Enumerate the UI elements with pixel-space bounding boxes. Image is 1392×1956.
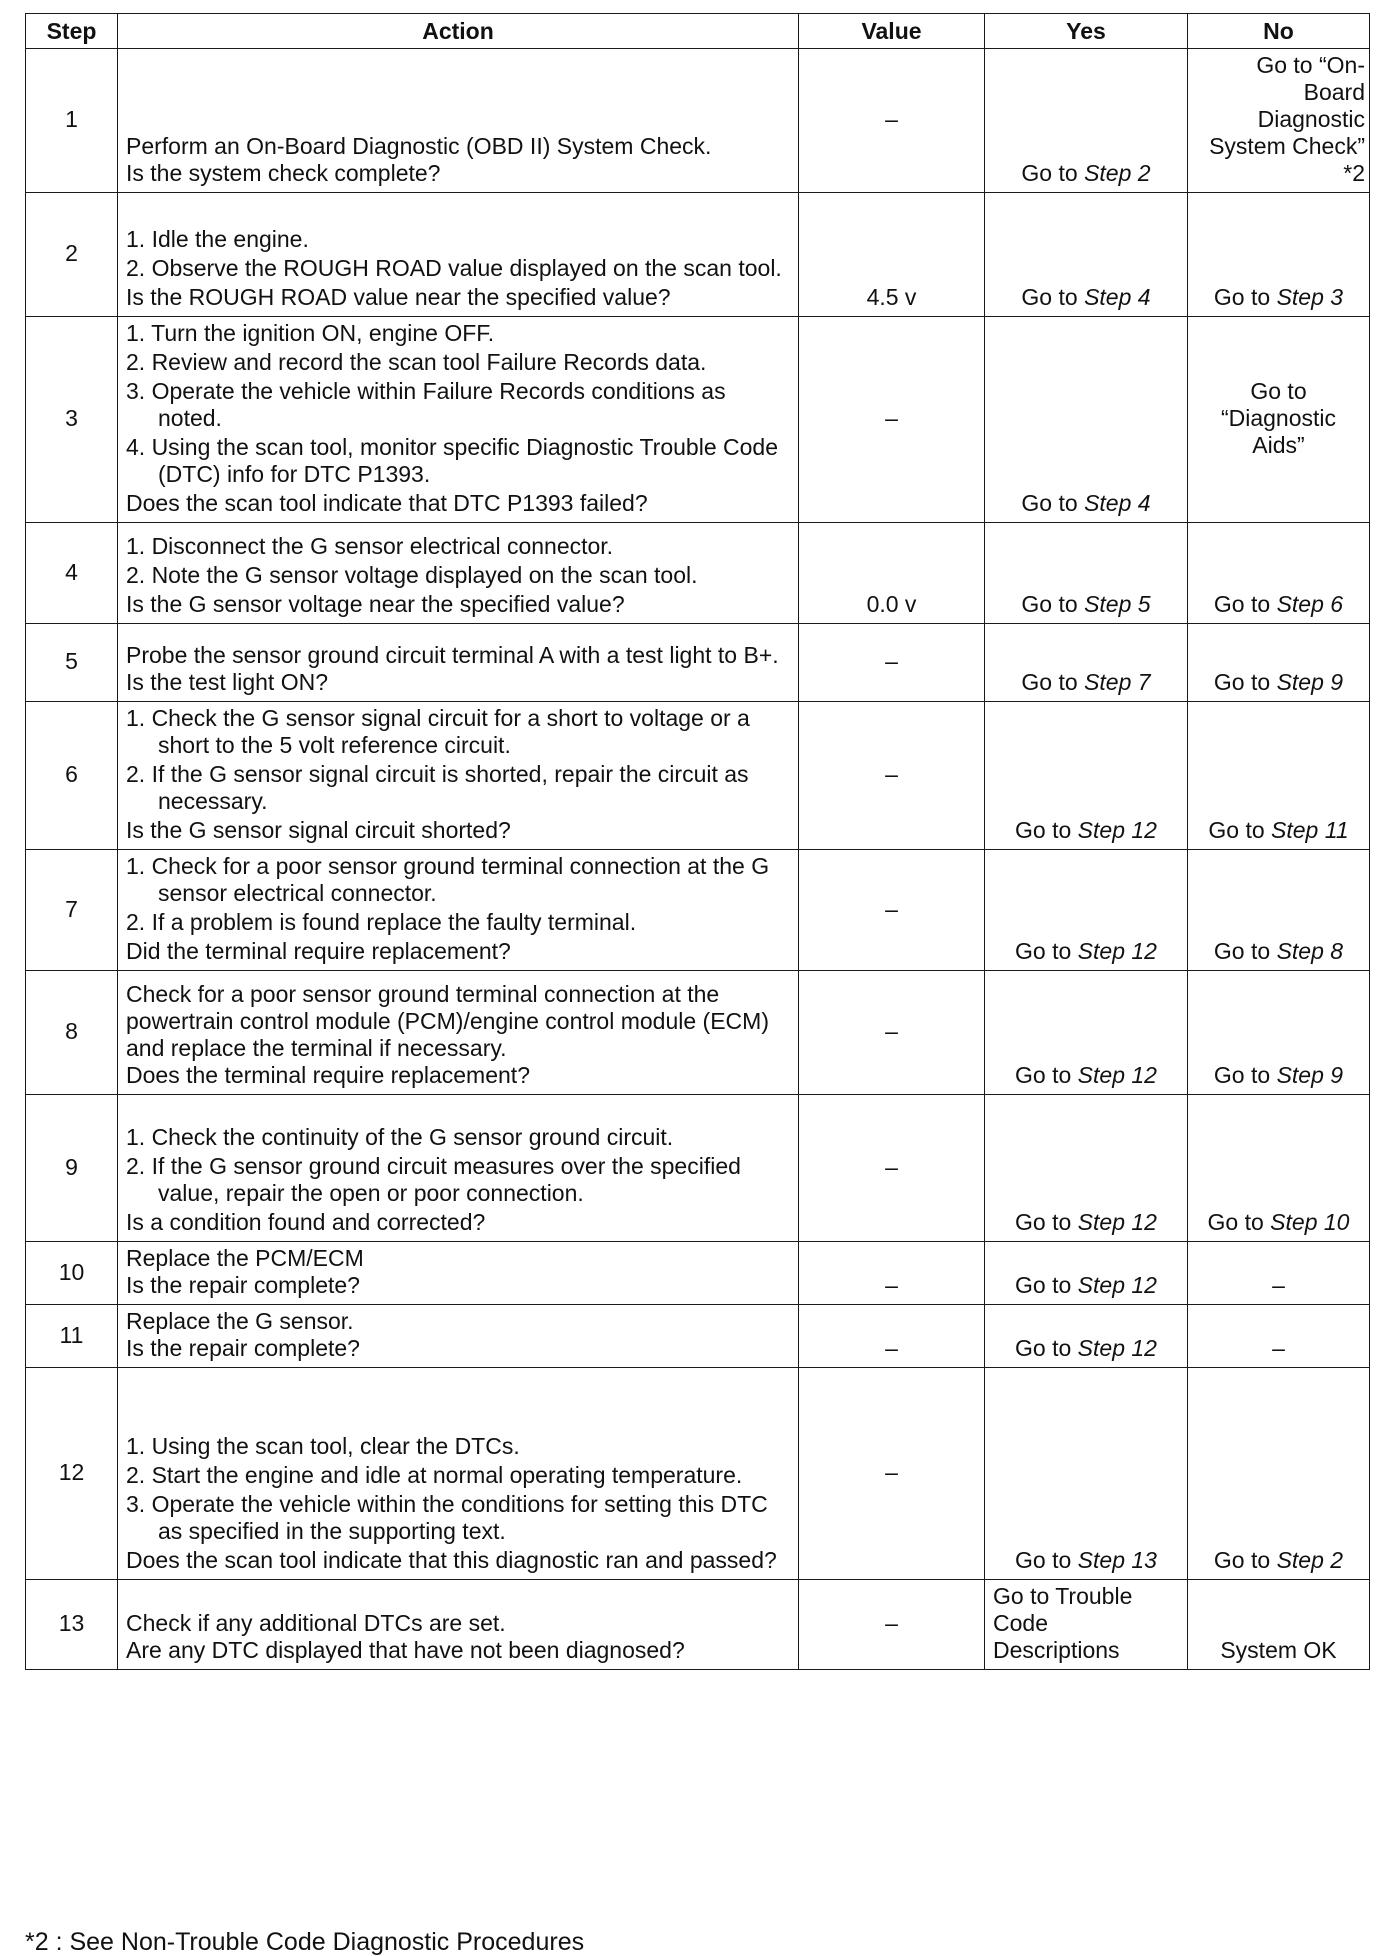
- yes-cell-text: Go to: [1015, 1062, 1078, 1088]
- step-number-cell: 13: [26, 1580, 118, 1670]
- table-row: [26, 850, 1370, 971]
- header-yes: Yes: [985, 14, 1188, 49]
- yes-cell-text: Go to: [1015, 1209, 1078, 1235]
- yes-cell: [985, 317, 1188, 523]
- action-steps-list: [126, 705, 790, 815]
- action-step-item: 2. If a problem is found replace the faulty terminal.: [126, 909, 637, 935]
- yes-cell-step-link: Step 12: [1077, 1335, 1157, 1361]
- yes-cell-text: Go to: [1021, 160, 1085, 186]
- header-value: Value: [799, 14, 985, 49]
- table-row: [26, 49, 1370, 193]
- table-row: [26, 1095, 1370, 1242]
- step-number-cell: 7: [26, 850, 118, 971]
- no-cell-text: Go to “On-Board Diagnostic System Check” *2: [1209, 52, 1365, 186]
- yes-cell-step-link: Step 4: [1084, 284, 1151, 310]
- action-steps-list: [126, 226, 790, 282]
- action-question: Is a condition found and corrected?: [126, 1209, 486, 1235]
- table-row: [26, 1305, 1370, 1368]
- value-cell: –: [799, 1368, 985, 1580]
- yes-cell-step-link: Step 12: [1077, 1062, 1157, 1088]
- no-cell-step-link: Step 10: [1270, 1209, 1350, 1235]
- yes-cell-text: Go to: [1021, 490, 1085, 516]
- step-number-cell: 1: [26, 49, 118, 193]
- action-cell: [118, 624, 799, 702]
- step-number-cell: 9: [26, 1095, 118, 1242]
- table-row: [26, 624, 1370, 702]
- no-cell: [1188, 1242, 1370, 1305]
- yes-cell-step-link: Step 13: [1077, 1547, 1157, 1573]
- no-cell-text: Go to: [1213, 591, 1277, 617]
- action-steps-list: [126, 1433, 790, 1545]
- yes-cell: [985, 1242, 1188, 1305]
- table-row: [26, 971, 1370, 1095]
- action-steps-list: [126, 1124, 790, 1207]
- yes-cell-step-link: Step 4: [1084, 490, 1151, 516]
- table-row: [26, 702, 1370, 850]
- no-cell-text: Go to: [1213, 1062, 1277, 1088]
- yes-cell-text: Go to: [1015, 817, 1078, 843]
- no-cell-text: Go to: [1208, 817, 1272, 843]
- step-number-cell: 12: [26, 1368, 118, 1580]
- header-step: Step: [26, 14, 118, 49]
- action-question: Is the ROUGH ROAD value near the specified value?: [126, 284, 671, 310]
- table-row: [26, 1242, 1370, 1305]
- no-cell-step-link: Step 11: [1271, 817, 1349, 843]
- yes-cell-text: Go to: [1015, 1547, 1078, 1573]
- action-step-item: 4. Using the scan tool, monitor specific Diagnostic Trouble Code (DTC) info for DTC P1393.: [126, 434, 778, 487]
- yes-cell: [985, 193, 1188, 317]
- yes-cell-text: Go to: [1021, 284, 1085, 310]
- yes-cell: [985, 523, 1188, 624]
- action-question: Is the test light ON?: [126, 669, 328, 695]
- yes-cell: [985, 1095, 1188, 1242]
- no-cell-text: Go to: [1207, 1209, 1271, 1235]
- value-cell: –: [799, 702, 985, 850]
- yes-cell-text: Go to: [1021, 669, 1085, 695]
- table-row: [26, 317, 1370, 523]
- action-cell: [118, 1580, 799, 1670]
- header-action: Action: [118, 14, 799, 49]
- yes-cell: [985, 702, 1188, 850]
- action-cell: [118, 1242, 799, 1305]
- yes-cell-step-link: Step 12: [1077, 1209, 1157, 1235]
- step-number-cell: 2: [26, 193, 118, 317]
- action-question: Is the repair complete?: [126, 1272, 360, 1298]
- no-cell-step-link: Step 2: [1276, 1547, 1344, 1573]
- action-paragraph: Replace the PCM/ECM: [126, 1245, 364, 1271]
- action-cell: [118, 702, 799, 850]
- no-cell: [1188, 317, 1370, 523]
- table-row: [26, 1580, 1370, 1670]
- no-cell-step-link: Step 9: [1276, 669, 1344, 695]
- yes-cell-text: Go to: [1021, 591, 1085, 617]
- table-row: [26, 1368, 1370, 1580]
- no-cell: [1188, 49, 1370, 193]
- action-step-item: 1. Disconnect the G sensor electrical connector.: [126, 533, 614, 559]
- value-cell: –: [799, 1305, 985, 1368]
- action-cell: [118, 1368, 799, 1580]
- action-step-item: 3. Operate the vehicle within Failure Records conditions as noted.: [126, 378, 726, 431]
- diagnostic-table: [25, 13, 1370, 1670]
- yes-cell-step-link: Step 5: [1084, 591, 1151, 617]
- yes-cell: [985, 624, 1188, 702]
- yes-cell-step-link: Step 12: [1077, 817, 1157, 843]
- action-step-item: 1. Idle the engine.: [126, 226, 309, 252]
- no-cell-text: Go to: [1213, 938, 1277, 964]
- action-cell: [118, 1095, 799, 1242]
- no-cell: [1188, 702, 1370, 850]
- yes-cell-text: Go to Trouble Code Descriptions: [993, 1583, 1133, 1663]
- yes-cell-step-link: Step 12: [1077, 1272, 1157, 1298]
- step-number-cell: 5: [26, 624, 118, 702]
- no-cell-step-link: Step 9: [1276, 1062, 1344, 1088]
- action-paragraph: Perform an On-Board Diagnostic (OBD II) System Check.: [126, 133, 712, 159]
- action-step-item: 2. If the G sensor ground circuit measures over the specified value, repair the open or poor connection.: [126, 1153, 741, 1206]
- no-cell-text: Go to: [1213, 284, 1277, 310]
- action-cell: [118, 49, 799, 193]
- action-paragraph: Check for a poor sensor ground terminal connection at the powertrain control module (PCM)/engine control module (ECM) and replace the terminal if necessary.: [126, 981, 769, 1061]
- action-step-item: 2. Note the G sensor voltage displayed on the scan tool.: [126, 562, 698, 588]
- action-step-item: 1. Check the continuity of the G sensor ground circuit.: [126, 1124, 674, 1150]
- yes-cell: [985, 971, 1188, 1095]
- action-question: Is the repair complete?: [126, 1335, 360, 1361]
- action-step-item: 2. Start the engine and idle at normal operating temperature.: [126, 1462, 743, 1488]
- value-cell: –: [799, 1095, 985, 1242]
- value-cell: –: [799, 317, 985, 523]
- action-cell: [118, 317, 799, 523]
- header-no: No: [1188, 14, 1370, 49]
- footnote: *2 : See Non-Trouble Code Diagnostic Procedures: [25, 1928, 585, 1956]
- no-cell-text: –: [1272, 1272, 1285, 1298]
- no-cell: [1188, 1305, 1370, 1368]
- yes-cell: [985, 1580, 1188, 1670]
- action-cell: [118, 523, 799, 624]
- action-question: Is the system check complete?: [126, 160, 441, 186]
- no-cell-text: System OK: [1220, 1637, 1337, 1663]
- action-steps-list: [126, 853, 790, 936]
- value-cell: –: [799, 49, 985, 193]
- step-number-cell: 6: [26, 702, 118, 850]
- no-cell-text: Go to “Diagnostic Aids”: [1220, 378, 1337, 458]
- action-cell: [118, 971, 799, 1095]
- no-cell-step-link: Step 3: [1276, 284, 1344, 310]
- action-question: Did the terminal require replacement?: [126, 938, 511, 964]
- no-cell: [1188, 850, 1370, 971]
- action-step-item: 1. Check for a poor sensor ground terminal connection at the G sensor electrical connector.: [126, 853, 770, 906]
- value-cell: –: [799, 971, 985, 1095]
- action-steps-list: [126, 533, 790, 589]
- yes-cell-step-link: Step 7: [1084, 669, 1151, 695]
- value-cell: –: [799, 1242, 985, 1305]
- no-cell: [1188, 624, 1370, 702]
- yes-cell-text: Go to: [1015, 1335, 1078, 1361]
- yes-cell-text: Go to: [1015, 1272, 1078, 1298]
- table-header-row: [26, 14, 1370, 49]
- action-paragraph: Replace the G sensor.: [126, 1308, 354, 1334]
- table-row: [26, 193, 1370, 317]
- step-number-cell: 8: [26, 971, 118, 1095]
- action-cell: [118, 850, 799, 971]
- action-question: Is the G sensor signal circuit shorted?: [126, 817, 511, 843]
- action-step-item: 2. Observe the ROUGH ROAD value displayed on the scan tool.: [126, 255, 782, 281]
- no-cell: [1188, 1368, 1370, 1580]
- yes-cell: [985, 1368, 1188, 1580]
- step-number-cell: 4: [26, 523, 118, 624]
- action-step-item: 2. Review and record the scan tool Failure Records data.: [126, 349, 707, 375]
- step-number-cell: 3: [26, 317, 118, 523]
- no-cell-text: Go to: [1213, 669, 1277, 695]
- action-question: Are any DTC displayed that have not been diagnosed?: [126, 1637, 685, 1663]
- action-step-item: 1. Check the G sensor signal circuit for a short to voltage or a short to the 5 volt reference circuit.: [126, 705, 750, 758]
- action-cell: [118, 1305, 799, 1368]
- no-cell: [1188, 523, 1370, 624]
- no-cell: [1188, 1580, 1370, 1670]
- table-body: [26, 49, 1370, 1670]
- value-cell: –: [799, 624, 985, 702]
- no-cell: [1188, 971, 1370, 1095]
- action-question: Does the scan tool indicate that DTC P1393 failed?: [126, 490, 648, 516]
- action-step-item: 1. Using the scan tool, clear the DTCs.: [126, 1433, 520, 1459]
- yes-cell: [985, 49, 1188, 193]
- no-cell-text: –: [1272, 1335, 1285, 1361]
- yes-cell-step-link: Step 12: [1077, 938, 1157, 964]
- yes-cell-text: Go to: [1015, 938, 1078, 964]
- table-row: [26, 523, 1370, 624]
- action-steps-list: [126, 320, 790, 488]
- no-cell: [1188, 1095, 1370, 1242]
- action-cell: [118, 193, 799, 317]
- action-step-item: 3. Operate the vehicle within the conditions for setting this DTC as specified in the supporting text.: [126, 1491, 768, 1544]
- yes-cell: [985, 1305, 1188, 1368]
- value-cell: 4.5 v: [799, 193, 985, 317]
- value-cell: 0.0 v: [799, 523, 985, 624]
- step-number-cell: 10: [26, 1242, 118, 1305]
- value-cell: –: [799, 850, 985, 971]
- yes-cell: [985, 850, 1188, 971]
- step-number-cell: 11: [26, 1305, 118, 1368]
- action-question: Is the G sensor voltage near the specified value?: [126, 591, 625, 617]
- yes-cell-step-link: Step 2: [1084, 160, 1151, 186]
- action-step-item: 2. If the G sensor signal circuit is shorted, repair the circuit as necessary.: [126, 761, 749, 814]
- no-cell-step-link: Step 8: [1276, 938, 1344, 964]
- action-step-item: 1. Turn the ignition ON, engine OFF.: [126, 320, 495, 346]
- action-paragraph: Probe the sensor ground circuit terminal A with a test light to B+.: [126, 642, 779, 668]
- action-question: Does the scan tool indicate that this diagnostic ran and passed?: [126, 1547, 777, 1573]
- no-cell: [1188, 193, 1370, 317]
- action-paragraph: Check if any additional DTCs are set.: [126, 1610, 506, 1636]
- action-question: Does the terminal require replacement?: [126, 1062, 530, 1088]
- no-cell-step-link: Step 6: [1276, 591, 1344, 617]
- value-cell: –: [799, 1580, 985, 1670]
- no-cell-text: Go to: [1213, 1547, 1277, 1573]
